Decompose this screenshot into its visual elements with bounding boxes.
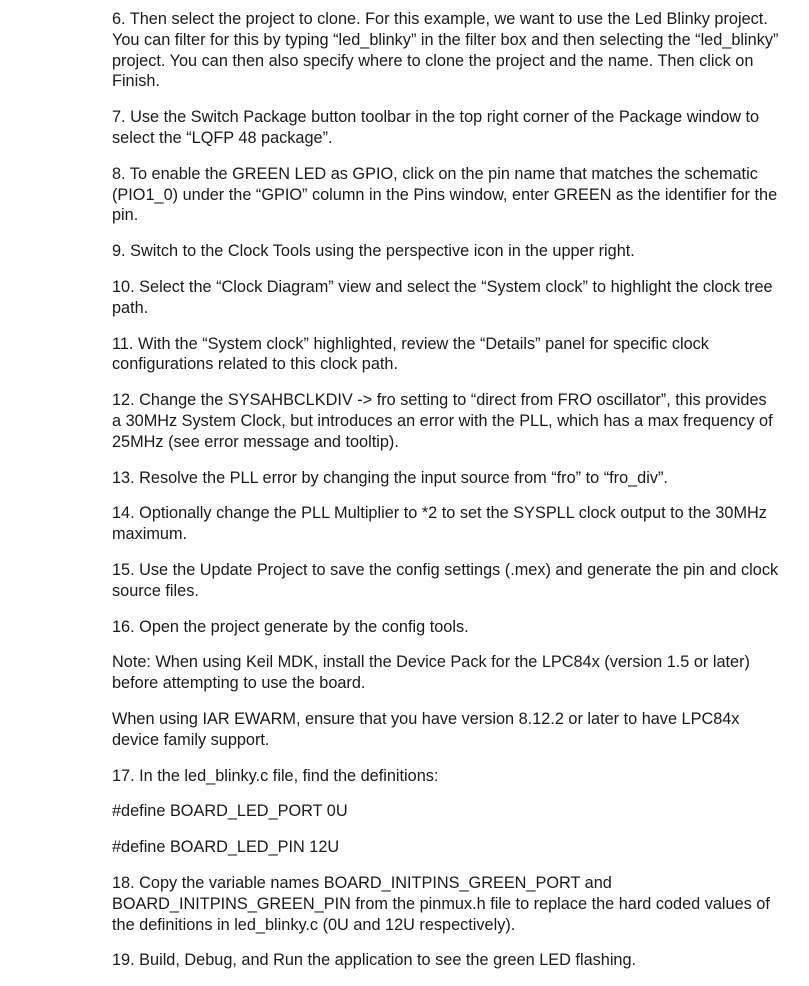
step-6-paragraph: 6. Then select the project to clone. For this example, we want to use the Led Blinky project. You can filter for this by typing “led_blinky” in the filter box and then selecting the “led_blinky” project. You can then also specify where to clone the project and the name. Then click on Finish. — [112, 10, 779, 91]
step-19-paragraph: 19. Build, Debug, and Run the application to see the green LED flashing. — [112, 951, 637, 970]
step-12-paragraph: 12. Change the SYSAHBCLKDIV -> fro setting to “direct from FRO oscillator”, this provides a 30MHz System Clock, but introduces an error with the PLL, which has a max frequency of 25MHz (see error message and tooltip). — [112, 391, 773, 451]
iar-note-paragraph: When using IAR EWARM, ensure that you have version 8.12.2 or later to have LPC84x device family support. — [112, 709, 740, 749]
step-10-paragraph: 10. Select the “Clock Diagram” view and select the “System clock” to highlight the clock tree path. — [112, 277, 773, 317]
define-led-pin-line: #define BOARD_LED_PIN 12U — [112, 838, 340, 857]
define-led-port-line: #define BOARD_LED_PORT 0U — [112, 802, 348, 821]
step-18-paragraph: 18. Copy the variable names BOARD_INITPINS_GREEN_PORT and BOARD_INITPINS_GREEN_PIN from the pinmux.h file to replace the hard coded values of the definitions in led_blinky.c (0U and 12U respectively). — [112, 873, 770, 934]
step-17-paragraph: 17. In the led_blinky.c file, find the definitions: — [112, 766, 439, 785]
step-13-paragraph: 13. Resolve the PLL error by changing the input source from “fro” to “fro_div”. — [112, 468, 668, 487]
step-8-paragraph: 8. To enable the GREEN LED as GPIO, click on the pin name that matches the schematic (PIO1_0) under the “GPIO” column in the Pins window, enter GREEN as the identifier for the pin. — [112, 164, 778, 225]
step-15-paragraph: 15. Use the Update Project to save the config settings (.mex) and generate the pin and clock source files. — [112, 560, 779, 600]
step-16-paragraph: 16. Open the project generate by the config tools. — [112, 617, 469, 636]
step-11-paragraph: 11. With the “System clock” highlighted, review the “Details” panel for specific clock configurations related to this clock path. — [112, 334, 709, 374]
keil-note-paragraph: Note: When using Keil MDK, install the Device Pack for the LPC84x (version 1.5 or later) before attempting to use the board. — [112, 653, 750, 693]
step-7-paragraph: 7. Use the Switch Package button toolbar in the top right corner of the Package window to select the “LQFP 48 package”. — [112, 108, 760, 147]
step-14-paragraph: 14. Optionally change the PLL Multiplier to *2 to set the SYSPLL clock output to the 30MHz maximum. — [112, 504, 767, 544]
document-body — [112, 9, 780, 986]
step-9-paragraph: 9. Switch to the Clock Tools using the perspective icon in the upper right. — [112, 242, 635, 261]
